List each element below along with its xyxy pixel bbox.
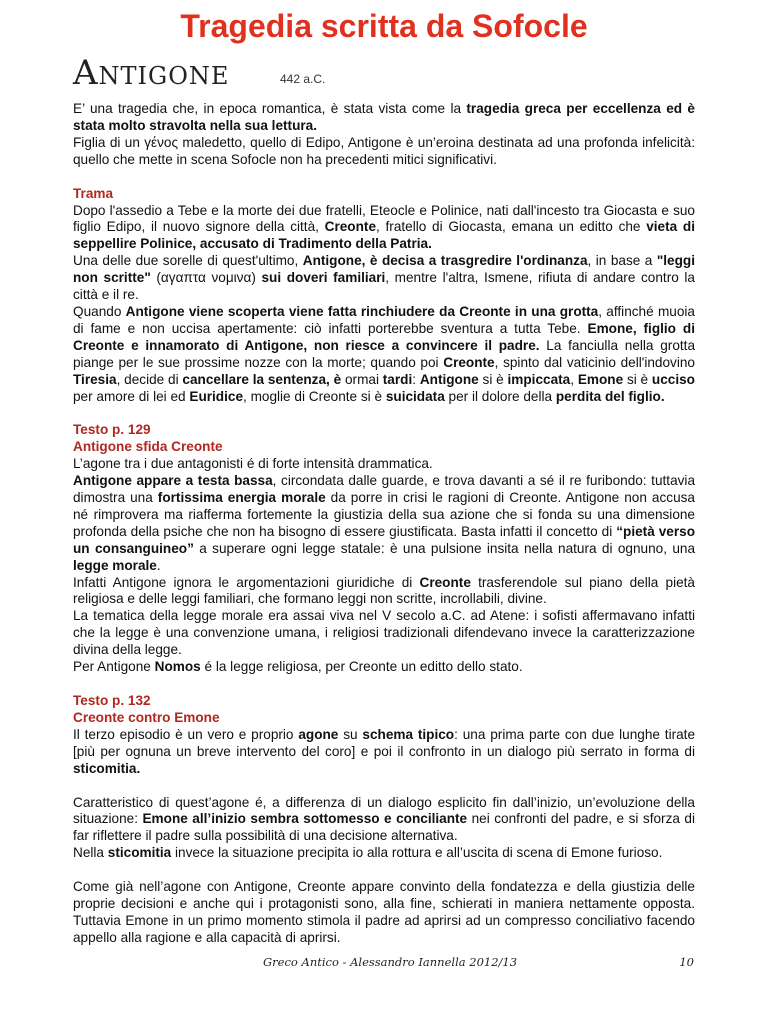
section-heading-trama: Trama <box>73 185 114 201</box>
trama-paragraph: Dopo l'assedio a Tebe e la morte dei due fratelli, Eteocle e Polinice, nati dall'incesto tra Giocasta e suo figlio Edipo, il nuovo signore della città, Creonte, fratello di Giocasta, emana un editto che vieta di seppellire Polinice, accusato di Tradimento della Patria. <box>73 202 696 252</box>
trama-paragraph: Quando Antigone viene scoperta viene fatta rinchiudere da Creonte in una grotta, affinché muoia di fame e non uccisa apertamente: ciò infatti porterebbe sventura a tutta Tebe. Emone, figlio di Creonte e innamorato di Antigone, non riesce a convincere il padre. La fanciulla nella grotta piange per le sue prossime nozze con la morte; quando poi Creonte, spinto dal vaticinio dell'indovino Tiresia, decide di cancellare la sentenza, è ormai tardi: Antigone si è impiccata, Emone si è ucciso per amore di lei ed Euridice, moglie di Creonte si è suicidata per il dolore della perdita del figlio. <box>73 303 696 404</box>
main-title: Tragedia scritta da Sofocle <box>180 8 588 44</box>
testo129-paragraph: L’agone tra i due antagonisti é di forte intensità drammatica. <box>73 456 433 472</box>
testo132-paragraph: Caratteristico di quest’agone é, a differenza di un dialogo esplicito fin dall’inizio, un’evoluzione della situazione: Emone all’inizio sembra sottomesso e conciliante nei confronti del padre, e si sforza di far riflettere il padre sulla possibilità di una decisione alternativa. <box>73 794 696 844</box>
section-subheading-testo-129: Antigone sfida Creonte <box>73 439 223 455</box>
section-heading-testo-132: Testo p. 132 <box>73 693 151 708</box>
testo132-paragraph: Come già nell’agone con Antigone, Creonte appare convinto della fondatezza e della giustizia delle proprie decisioni e anche qui i protagonisti sono, alla fine, schierati in maniera nettamente opposta. Tuttavia Emone in un primo momento stimola il padre ad aprirsi ad un compresso conciliativo facendo appello alla ragione e alla capacità di aprirsi. <box>73 879 695 945</box>
footer-credit: Greco Antico - Alessandro Iannella 2012/13 <box>263 955 518 969</box>
testo129-paragraph: Antigone appare a testa bassa, circondata dalle guarde, e trova davanti a sé il re furibondo: tuttavia dimostra una fortissima energia morale da porre in crisi le ragioni di Creonte. Antigone non accusa né rimprovera ma riafferma fortemente la giustizia della sua azione che si fonda su una dimensione profonda della psiche che non ha bisogno di essere giustificata. Basta infatti il concetto di “pietà verso un consanguineo” a superare ogni legge statale: è una pulsione insita nella natura di ognuno, una legge morale. <box>73 473 696 573</box>
section-subheading-testo-132: Creonte contro Emone <box>73 709 220 725</box>
testo129-paragraph: Per Antigone Nomos é la legge religiosa, per Creonte un editto dello stato. <box>73 659 523 675</box>
work-title: Antigone <box>73 53 230 93</box>
testo129-paragraph: La tematica della legge morale era assai viva nel V secolo a.C. ad Atene: i sofisti affermavano infatti che la legge è una convenzione umana, i religiosi tradizionali difendevano invece la caratterizzazione divina della legge. <box>73 608 695 658</box>
document-body <box>73 101 695 947</box>
section-heading-testo-129: Testo p. 129 <box>73 422 151 438</box>
intro-paragraph: E’ una tragedia che, in epoca romantica, è stata vista come la tragedia greca per eccellenza ed è stata molto stravolta nella sua lettura. <box>73 101 695 133</box>
testo129-paragraph: Infatti Antigone ignora le argomentazioni giuridiche di Creonte trasferendole sul piano della pietà religiosa e delle leggi familiari, che formano leggi non scritte, incrollabili, divine. <box>73 574 695 607</box>
work-date: 442 a.C. <box>280 72 326 86</box>
testo132-paragraph: Il terzo episodio è un vero e proprio agone su schema tipico: una prima parte con due lunghe tirate [più per ognuna un breve intervento del coro] e poi il confronto in un dialogo più serrato in forma di sticomitia. <box>73 726 696 776</box>
testo132-paragraph: Nella sticomitia invece la situazione precipita io alla rottura e all’uscita di scena di Emone furioso. <box>73 845 663 861</box>
trama-paragraph: Una delle due sorelle di quest'ultimo, Antigone, è decisa a trasgredire l'ordinanza, in base a "leggi non scritte" (αγαπτα νομινα) sui doveri familiari, mentre l'altra, Ismene, rifiuta di andare contro la città e il re. <box>73 253 695 303</box>
page-number: 10 <box>679 955 694 969</box>
intro-paragraph: Figlia di un γένος maledetto, quello di Edipo, Antigone è un’eroina destinata ad una profonda infelicità: quello che mette in scena Sofocle non ha precedenti mitici significativi. <box>73 134 695 167</box>
